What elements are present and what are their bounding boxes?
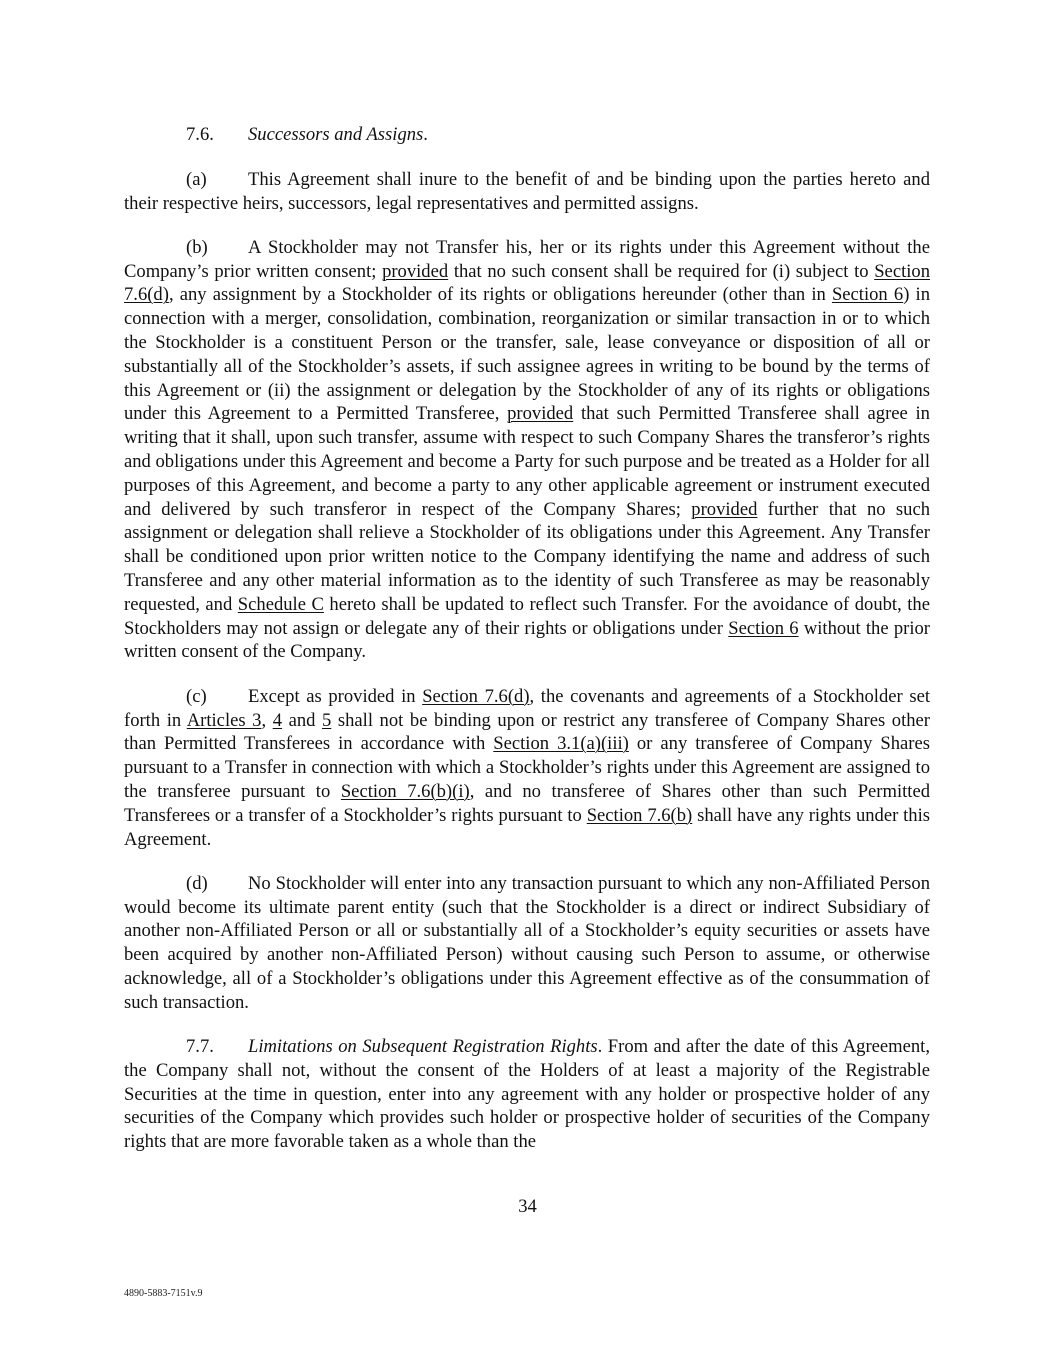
cross-reference: Section 7.6(d) <box>422 685 530 707</box>
paragraph-text: shall have any rights under this Agreement. <box>124 804 931 850</box>
cross-reference: Section 7.6(b) <box>586 804 693 826</box>
section-7-6-heading <box>124 123 930 147</box>
paragraph-text: ) in connection with a merger, consolidation, combination, reorganization or similar transaction in or to which the Stockholder is a constituent Person or the transfer, sale, lease conveyance or disposition of all or substantially all of the Stockholder’s assets, if such assignee agrees in writing to be bound by the terms of this Agreement or (ii) the assignment or delegation by the Stockholder of any of its rights or obligations under this Agreement to a Permitted Transferee, <box>124 284 931 425</box>
paragraph-text: , and no transferee of Shares other than such Permitted Transferees or a transfer of a Stockholder’s rights pursuant to <box>124 780 930 826</box>
paragraph-text: . From and after the date of this Agreement, the Company shall not, without the consent of the Holders of at least a majority of the Registrable Securities at the time in question, enter into any agreement with any holder or prospective holder of any securities of the Company which provides such holder or prospective holder of securities of the Company rights that are more favorable taken as a whole than the <box>124 1036 930 1153</box>
paragraph-text: shall not be binding upon or restrict any transferee of Company Shares other than Permitted Transferees in accordance with <box>124 709 930 755</box>
cross-reference: Section 6 <box>831 284 904 306</box>
paragraph-b <box>124 236 930 664</box>
underlined-term: provided <box>382 260 449 282</box>
cross-reference: Schedule C <box>237 593 324 615</box>
page-number: 34 <box>518 1196 537 1217</box>
cross-reference: 4 <box>272 709 282 731</box>
paragraph-text: that such Permitted Transferee shall agree in writing that it shall, upon such transfer, assume with respect to such Company Shares the transferor’s rights and obligations under this Agreement and become a Party for such purpose and be treated as a Holder for all purposes of this Agreement, and become a party to any other applicable agreement or instrument executed and delivered by such transferor in respect of the Company Shares; <box>124 403 930 520</box>
paragraph-text: , the covenants and agreements of a Stockholder set forth in <box>124 685 931 731</box>
cross-reference: 5 <box>322 709 332 731</box>
section-7-7 <box>124 1035 930 1154</box>
paragraph-text: that no such consent shall be required for (i) subject to <box>448 260 875 282</box>
paragraph-text: hereto shall be updated to reflect such Transfer. For the avoidance of doubt, the Stockholders may not assign or delegate any of their rights or obligations under <box>124 593 930 639</box>
cross-reference: Section 3.1(a)(iii) <box>493 733 629 755</box>
paragraph-text: , any assignment by a Stockholder of its rights or obligations hereunder (other than in <box>168 284 832 306</box>
paragraph-text: No Stockholder will enter into any transaction pursuant to which any non-Affiliated Person would become its ultimate parent entity (such that the Stockholder is a direct or indirect Subsidiary of another non-Affiliated Person or all or substantially all of a Stockholder’s equity securities or assets have been acquired by another non-Affiliated Person) without causing such Person to assume, or otherwise acknowledge, all of a Stockholder’s obligations under this Agreement effective as of the consummation of such transaction. <box>124 872 930 1013</box>
section-title: Limitations on Subsequent Registration Rights <box>248 1036 598 1058</box>
paragraph-text: further that no such assignment or delegation shall relieve a Stockholder of its obligations under this Agreement. Any Transfer shall be conditioned upon prior written notice to the Company identifying the name and address of such Transferee and any other material information as to the identity of such Transferee as may be reasonably requested, and <box>124 498 930 615</box>
section-title: Successors and Assigns <box>248 124 424 145</box>
document-page <box>124 123 930 1175</box>
cross-reference: Section 7.6(b)(i) <box>340 780 470 802</box>
paragraph-label: (a) <box>186 168 207 190</box>
paragraph-text: , <box>261 709 273 731</box>
paragraph-text: without the prior written consent of the Company. <box>124 617 931 663</box>
cross-reference: Section 7.6(d) <box>124 260 930 306</box>
paragraph-label: (d) <box>186 872 208 894</box>
paragraph-c <box>124 685 930 852</box>
paragraph-label: (c) <box>186 685 207 707</box>
underlined-term: provided <box>691 498 758 520</box>
paragraph-text: or any transferee of Company Shares pursuant to a Transfer in connection with which a Stockholder’s rights under this Agreement are assigned to the transferee pursuant to <box>124 733 930 802</box>
underlined-term: provided <box>507 403 574 425</box>
paragraph-text: A Stockholder may not Transfer his, her or its rights under this Agreement without the Company’s prior written consent; <box>124 236 930 282</box>
section-number: 7.7. <box>186 1036 214 1058</box>
cross-reference: Articles 3 <box>186 709 262 731</box>
section-number: 7.6. <box>186 124 214 145</box>
paragraph-text: and <box>282 709 322 731</box>
section-title-period: . <box>423 124 428 145</box>
paragraph-label: (b) <box>186 236 208 258</box>
cross-reference: Section 6 <box>728 617 799 639</box>
document-id: 4890-5883-7151v.9 <box>124 1288 203 1299</box>
paragraph-a <box>124 168 930 216</box>
paragraph-text: This Agreement shall inure to the benefit of and be binding upon the parties hereto and their respective heirs, successors, legal representatives and permitted assigns. <box>124 168 930 214</box>
paragraph-d <box>124 872 930 1015</box>
paragraph-text: Except as provided in <box>248 685 423 707</box>
